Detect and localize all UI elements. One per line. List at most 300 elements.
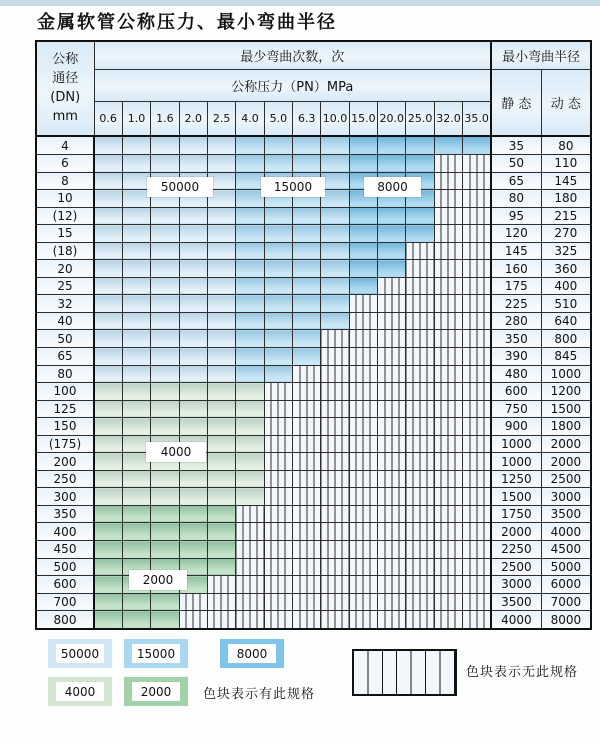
no-spec-cell <box>463 225 491 243</box>
no-spec-cell <box>463 593 491 611</box>
no-spec-cell <box>434 541 462 559</box>
page-top-strip <box>0 0 600 6</box>
spec-cell <box>463 136 491 154</box>
no-spec-cell <box>406 576 434 594</box>
no-spec-cell <box>349 435 377 453</box>
no-spec-cell <box>264 400 292 418</box>
spec-cell <box>94 435 122 453</box>
spec-cell <box>321 207 349 225</box>
spec-cell <box>122 383 150 401</box>
spec-cell <box>236 172 264 190</box>
no-spec-cell <box>378 541 406 559</box>
no-spec-cell <box>434 470 462 488</box>
no-spec-cell <box>321 505 349 523</box>
no-spec-cell <box>378 470 406 488</box>
spec-cell <box>94 505 122 523</box>
spec-cell <box>264 225 292 243</box>
static-radius-cell: 280 <box>491 312 541 330</box>
spec-cell <box>151 260 179 278</box>
no-spec-cell <box>293 435 321 453</box>
no-spec-cell <box>378 418 406 436</box>
no-spec-cell <box>406 541 434 559</box>
no-spec-cell <box>236 505 264 523</box>
pressure-tick: 32.0 <box>434 102 462 137</box>
static-radius-cell: 2250 <box>491 541 541 559</box>
dynamic-radius-cell: 360 <box>541 260 591 278</box>
dn-cell: (18) <box>36 242 94 260</box>
spec-cell <box>378 207 406 225</box>
dynamic-radius-cell: 3000 <box>541 488 591 506</box>
no-spec-cell <box>293 611 321 629</box>
no-spec-cell <box>463 365 491 383</box>
dynamic-radius-cell: 2000 <box>541 435 591 453</box>
spec-cell <box>151 541 179 559</box>
spec-cell <box>94 383 122 401</box>
spec-cell <box>236 383 264 401</box>
spec-cell <box>94 207 122 225</box>
dynamic-radius-cell: 80 <box>541 136 591 154</box>
spec-cell <box>236 348 264 366</box>
spec-cell <box>236 225 264 243</box>
static-radius-cell: 225 <box>491 295 541 313</box>
no-spec-cell <box>349 330 377 348</box>
no-spec-cell <box>321 400 349 418</box>
dynamic-radius-cell: 510 <box>541 295 591 313</box>
no-spec-cell <box>293 558 321 576</box>
spec-cell <box>122 136 150 154</box>
spec-cell <box>122 505 150 523</box>
pressure-tick: 4.0 <box>236 102 264 137</box>
no-spec-cell <box>378 505 406 523</box>
spec-cell <box>122 277 150 295</box>
spec-cell <box>264 312 292 330</box>
static-radius-cell: 1000 <box>491 435 541 453</box>
no-spec-cell <box>264 418 292 436</box>
no-spec-cell <box>434 295 462 313</box>
dn-cell: 100 <box>36 383 94 401</box>
spec-cell <box>94 523 122 541</box>
pressure-tick: 0.6 <box>94 102 122 137</box>
no-spec-cell <box>349 348 377 366</box>
page-title: 金属软管公称压力、最小弯曲半径 <box>37 12 337 33</box>
static-radius-cell: 1250 <box>491 470 541 488</box>
pressure-tick: 2.5 <box>207 102 235 137</box>
no-spec-cell <box>463 523 491 541</box>
no-spec-cell <box>321 558 349 576</box>
no-spec-cell <box>463 435 491 453</box>
spec-cell <box>236 418 264 436</box>
dn-cell: 400 <box>36 523 94 541</box>
spec-cell <box>321 242 349 260</box>
static-radius-cell: 2000 <box>491 523 541 541</box>
legend-swatch-label: 4000 <box>56 682 104 701</box>
no-spec-cell <box>293 400 321 418</box>
spec-cell <box>321 295 349 313</box>
no-spec-cell <box>349 295 377 313</box>
table-row <box>36 260 591 278</box>
no-spec-cell <box>378 348 406 366</box>
spec-cell <box>179 312 207 330</box>
no-spec-cell <box>463 558 491 576</box>
table-row <box>36 523 591 541</box>
spec-cell <box>207 277 235 295</box>
spec-cell <box>207 523 235 541</box>
dynamic-radius-cell: 5000 <box>541 558 591 576</box>
dynamic-radius-cell: 7000 <box>541 593 591 611</box>
spec-cell <box>236 154 264 172</box>
no-spec-cell <box>264 558 292 576</box>
spec-cell <box>151 225 179 243</box>
no-spec-cell <box>207 611 235 629</box>
dn-cell: 8 <box>36 172 94 190</box>
spec-cell <box>122 488 150 506</box>
dn-cell: 50 <box>36 330 94 348</box>
spec-cell <box>236 330 264 348</box>
dn-cell: 250 <box>36 470 94 488</box>
no-spec-cell <box>463 242 491 260</box>
spec-cell <box>293 330 321 348</box>
table-row <box>36 505 591 523</box>
spec-cell <box>264 277 292 295</box>
spec-cell <box>406 136 434 154</box>
spec-cell <box>236 488 264 506</box>
spec-cell <box>179 154 207 172</box>
pressure-tick: 10.0 <box>321 102 349 137</box>
no-spec-cell <box>406 242 434 260</box>
no-spec-cell <box>349 453 377 471</box>
radius-header: 最小弯曲半径 <box>491 41 591 69</box>
no-spec-cell <box>463 312 491 330</box>
spec-cell <box>94 488 122 506</box>
no-spec-cell <box>463 260 491 278</box>
no-spec-cell <box>463 541 491 559</box>
no-spec-cell <box>406 365 434 383</box>
spec-cell <box>264 365 292 383</box>
no-spec-cell <box>378 400 406 418</box>
legend-swatch-label: 2000 <box>132 682 180 701</box>
spec-table <box>35 40 592 630</box>
spec-cell <box>94 242 122 260</box>
no-spec-cell <box>264 576 292 594</box>
spec-cell <box>151 277 179 295</box>
no-spec-cell <box>293 418 321 436</box>
table-row <box>36 435 591 453</box>
no-spec-cell <box>378 312 406 330</box>
spec-cell <box>151 383 179 401</box>
spec-cell <box>264 207 292 225</box>
static-radius-cell: 390 <box>491 348 541 366</box>
spec-cell <box>94 172 122 190</box>
no-spec-cell <box>321 435 349 453</box>
spec-cell <box>236 365 264 383</box>
table-row <box>36 558 591 576</box>
no-spec-cell <box>236 576 264 594</box>
cycles-label-4000: 4000 <box>146 442 206 462</box>
table-row <box>36 418 591 436</box>
spec-cell <box>179 136 207 154</box>
static-radius-cell: 4000 <box>491 611 541 629</box>
no-spec-cell <box>349 576 377 594</box>
no-spec-cell <box>264 523 292 541</box>
no-spec-cell <box>378 593 406 611</box>
no-spec-cell <box>236 611 264 629</box>
no-spec-cell <box>349 611 377 629</box>
dynamic-header: 动 态 <box>541 69 591 136</box>
no-spec-cell <box>434 453 462 471</box>
no-spec-cell <box>349 312 377 330</box>
no-spec-cell <box>349 365 377 383</box>
no-spec-cell <box>406 558 434 576</box>
table-row <box>36 400 591 418</box>
no-spec-cell <box>349 505 377 523</box>
no-spec-cell <box>293 505 321 523</box>
spec-cell <box>207 541 235 559</box>
no-spec-cell <box>349 488 377 506</box>
no-spec-cell <box>463 277 491 295</box>
no-spec-cell <box>321 523 349 541</box>
table-row <box>36 593 591 611</box>
table-row <box>36 453 591 471</box>
static-radius-cell: 145 <box>491 242 541 260</box>
spec-cell <box>122 295 150 313</box>
spec-cell <box>321 260 349 278</box>
spec-cell <box>122 312 150 330</box>
no-spec-cell <box>321 470 349 488</box>
spec-cell <box>207 383 235 401</box>
spec-cell <box>207 400 235 418</box>
static-radius-cell: 175 <box>491 277 541 295</box>
no-spec-cell <box>434 154 462 172</box>
dn-cell: (175) <box>36 435 94 453</box>
spec-cell <box>349 277 377 295</box>
pressure-tick: 25.0 <box>406 102 434 137</box>
no-spec-cell <box>463 576 491 594</box>
no-spec-cell <box>406 523 434 541</box>
no-spec-cell <box>321 383 349 401</box>
no-spec-cell <box>406 418 434 436</box>
spec-cell <box>122 330 150 348</box>
static-radius-cell: 120 <box>491 225 541 243</box>
no-spec-cell <box>321 348 349 366</box>
spec-cell <box>122 611 150 629</box>
spec-cell <box>94 470 122 488</box>
spec-cell <box>264 154 292 172</box>
no-spec-cell <box>349 541 377 559</box>
spec-cell <box>122 593 150 611</box>
dn-cell: 800 <box>36 611 94 629</box>
legend-swatch-2000 <box>124 677 188 706</box>
table-row <box>36 611 591 629</box>
no-spec-cell <box>406 348 434 366</box>
table-row <box>36 470 591 488</box>
spec-cell <box>179 260 207 278</box>
spec-cell <box>179 207 207 225</box>
corner-header-line: 通径 <box>52 70 79 86</box>
no-spec-cell <box>434 207 462 225</box>
spec-cell <box>207 558 235 576</box>
no-spec-cell <box>293 576 321 594</box>
spec-cell <box>349 225 377 243</box>
grid-body <box>36 136 591 629</box>
no-spec-cell <box>321 330 349 348</box>
spec-cell <box>151 312 179 330</box>
spec-cell <box>236 453 264 471</box>
no-spec-cell <box>378 295 406 313</box>
no-spec-cell <box>434 611 462 629</box>
spec-cell <box>179 295 207 313</box>
legend-no-spec-text: 色块表示无此规格 <box>466 665 579 680</box>
spec-cell <box>94 225 122 243</box>
dynamic-radius-cell: 8000 <box>541 611 591 629</box>
static-radius-cell: 35 <box>491 136 541 154</box>
spec-cell <box>179 348 207 366</box>
static-radius-cell: 1750 <box>491 505 541 523</box>
spec-cell <box>207 242 235 260</box>
no-spec-cell <box>434 488 462 506</box>
dn-cell: 65 <box>36 348 94 366</box>
no-spec-cell <box>406 295 434 313</box>
dynamic-radius-cell: 1500 <box>541 400 591 418</box>
spec-cell <box>349 154 377 172</box>
spec-cell <box>179 400 207 418</box>
static-radius-cell: 1500 <box>491 488 541 506</box>
spec-cell <box>94 260 122 278</box>
no-spec-cell <box>179 611 207 629</box>
pressure-tick: 15.0 <box>349 102 377 137</box>
spec-cell <box>179 505 207 523</box>
spec-cell <box>151 505 179 523</box>
no-spec-cell <box>207 593 235 611</box>
spec-cell <box>321 172 349 190</box>
pressure-tick: 5.0 <box>264 102 292 137</box>
spec-cell <box>151 136 179 154</box>
no-spec-cell <box>463 295 491 313</box>
header-row-2 <box>36 69 591 102</box>
table-row <box>36 225 591 243</box>
spec-cell <box>122 348 150 366</box>
spec-cell <box>378 136 406 154</box>
spec-cell <box>122 242 150 260</box>
spec-cell <box>406 207 434 225</box>
no-spec-cell <box>463 418 491 436</box>
pressure-tick: 20.0 <box>378 102 406 137</box>
spec-cell <box>236 400 264 418</box>
spec-cell <box>94 400 122 418</box>
spec-cell <box>151 348 179 366</box>
no-spec-cell <box>463 383 491 401</box>
table-row <box>36 488 591 506</box>
spec-cell <box>94 330 122 348</box>
corner-header-line: 公称 <box>52 51 79 67</box>
spec-cell <box>293 207 321 225</box>
pressure-tick: 1.6 <box>151 102 179 137</box>
dn-cell: 6 <box>36 154 94 172</box>
spec-cell <box>406 225 434 243</box>
spec-cell <box>236 207 264 225</box>
legend-swatch-8000 <box>220 639 284 668</box>
no-spec-cell <box>378 330 406 348</box>
no-spec-cell <box>293 365 321 383</box>
spec-cell <box>264 260 292 278</box>
spec-cell <box>94 295 122 313</box>
no-spec-cell <box>293 523 321 541</box>
static-header: 静 态 <box>491 69 541 136</box>
spec-cell <box>179 470 207 488</box>
no-spec-cell <box>378 611 406 629</box>
no-spec-cell <box>463 330 491 348</box>
table-row <box>36 383 591 401</box>
spec-cell <box>94 576 122 594</box>
spec-cell <box>94 593 122 611</box>
spec-cell <box>236 470 264 488</box>
dynamic-radius-cell: 4500 <box>541 541 591 559</box>
pressure-header: 公称压力（PN）MPa <box>94 69 491 102</box>
spec-cell <box>94 154 122 172</box>
spec-cell <box>207 154 235 172</box>
no-spec-cell <box>378 576 406 594</box>
no-spec-cell <box>406 330 434 348</box>
spec-cell <box>236 190 264 208</box>
spec-cell <box>122 225 150 243</box>
dynamic-radius-cell: 800 <box>541 330 591 348</box>
no-spec-cell <box>293 453 321 471</box>
spec-cell <box>321 190 349 208</box>
no-spec-cell <box>463 453 491 471</box>
static-radius-cell: 3500 <box>491 593 541 611</box>
no-spec-cell <box>236 541 264 559</box>
spec-cell <box>264 295 292 313</box>
no-spec-cell <box>434 330 462 348</box>
static-radius-cell: 2500 <box>491 558 541 576</box>
spec-cell <box>293 260 321 278</box>
spec-cell <box>293 295 321 313</box>
spec-cell <box>94 453 122 471</box>
spec-cell <box>94 312 122 330</box>
static-radius-cell: 50 <box>491 154 541 172</box>
no-spec-cell <box>406 435 434 453</box>
pressure-tick: 6.3 <box>293 102 321 137</box>
spec-cell <box>179 365 207 383</box>
spec-cell <box>122 260 150 278</box>
no-spec-cell <box>406 453 434 471</box>
static-radius-cell: 900 <box>491 418 541 436</box>
spec-cell <box>236 312 264 330</box>
spec-cell <box>207 365 235 383</box>
no-spec-cell <box>378 488 406 506</box>
no-spec-cell <box>349 558 377 576</box>
spec-cell <box>94 365 122 383</box>
no-spec-cell <box>321 593 349 611</box>
table-row <box>36 576 591 594</box>
dynamic-radius-cell: 110 <box>541 154 591 172</box>
no-spec-cell <box>406 383 434 401</box>
spec-cell <box>378 154 406 172</box>
no-spec-cell <box>321 453 349 471</box>
dn-cell: 32 <box>36 295 94 313</box>
no-spec-cell <box>463 488 491 506</box>
table-row <box>36 277 591 295</box>
spec-cell <box>264 136 292 154</box>
no-spec-cell <box>463 611 491 629</box>
no-spec-cell <box>406 611 434 629</box>
spec-cell <box>122 541 150 559</box>
spec-cell <box>122 523 150 541</box>
spec-cell <box>122 154 150 172</box>
no-spec-cell <box>406 260 434 278</box>
dynamic-radius-cell: 845 <box>541 348 591 366</box>
spec-cell <box>207 435 235 453</box>
spec-cell <box>236 435 264 453</box>
